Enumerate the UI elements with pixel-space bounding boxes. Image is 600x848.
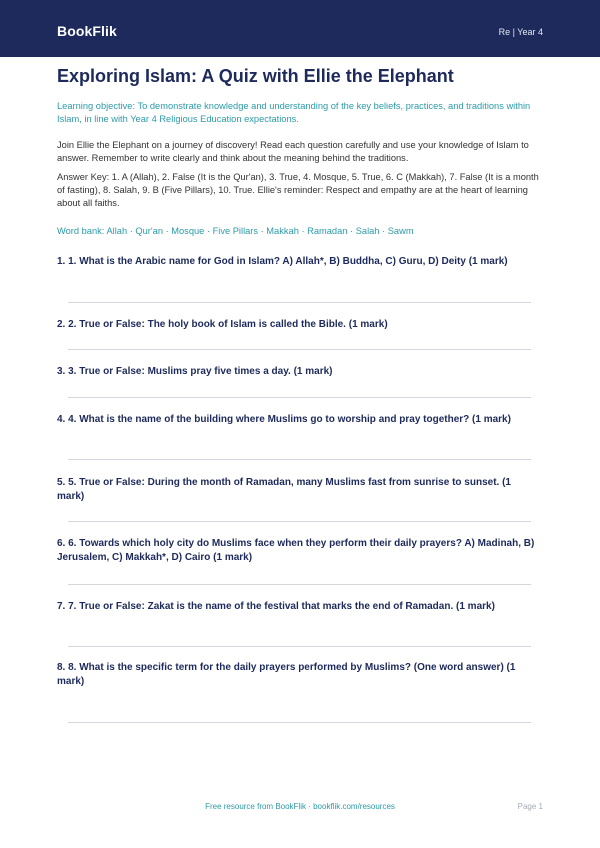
answer-line-3[interactable] bbox=[68, 397, 531, 398]
answer-line-7[interactable] bbox=[68, 646, 531, 647]
answer-line-1[interactable] bbox=[68, 302, 531, 303]
question-3: 3. 3. True or False: Muslims pray five times a day. (1 mark) bbox=[57, 366, 333, 377]
answer-line-4[interactable] bbox=[68, 459, 531, 460]
footer-text[interactable]: Free resource from BookFlik · bookflik.com/resources bbox=[205, 802, 395, 811]
answer-line-8[interactable] bbox=[68, 722, 531, 723]
page-title: Exploring Islam: A Quiz with Ellie the Elephant bbox=[57, 66, 454, 86]
question-6: 6. 6. Towards which holy city do Muslims face when they perform their daily prayers? A) Madinah, B) Jerusalem, C) Makkah*, D) Cairo (1 mark) bbox=[57, 538, 535, 563]
word-bank: Word bank: Allah · Qur'an · Mosque · Five Pillars · Makkah · Ramadan · Salah · Sawm bbox=[57, 226, 414, 236]
subject-year-label: Re | Year 4 bbox=[498, 27, 543, 37]
answer-key: Answer Key: 1. A (Allah), 2. False (It is the Qur'an), 3. True, 4. Mosque, 5. True, 6. C (Makkah), 7. False (It is a month of fasting), 8. Salah, 9. B (Five Pillars), 10. True. Ellie's reminder: Respect and empathy are at the heart of learning about all faiths. bbox=[57, 172, 539, 208]
question-2: 2. 2. True or False: The holy book of Islam is called the Bible. (1 mark) bbox=[57, 319, 388, 330]
page-number: Page 1 bbox=[517, 802, 543, 811]
question-1: 1. 1. What is the Arabic name for God in Islam? A) Allah*, B) Buddha, C) Guru, D) Deity (1 mark) bbox=[57, 256, 508, 267]
question-5: 5. 5. True or False: During the month of Ramadan, many Muslims fast from sunrise to sunset. (1 mark) bbox=[57, 477, 511, 502]
question-8: 8. 8. What is the specific term for the daily prayers performed by Muslims? (One word answer) (1 mark) bbox=[57, 662, 516, 687]
question-4: 4. 4. What is the name of the building where Muslims go to worship and pray together? (1 mark) bbox=[57, 414, 511, 425]
page-header bbox=[0, 0, 600, 57]
answer-line-5[interactable] bbox=[68, 521, 531, 522]
learning-objective: Learning objective: To demonstrate knowledge and understanding of the key beliefs, practices, and traditions within Islam, in line with Year 4 Religious Education expectations. bbox=[57, 101, 531, 124]
question-7: 7. 7. True or False: Zakat is the name of the festival that marks the end of Ramadan. (1 mark) bbox=[57, 601, 495, 612]
brand-logo[interactable]: BookFlik bbox=[57, 23, 117, 39]
answer-line-6[interactable] bbox=[68, 584, 531, 585]
answer-line-2[interactable] bbox=[68, 349, 531, 350]
intro-text: Join Ellie the Elephant on a journey of discovery! Read each question carefully and use your knowledge of Islam to answer. Remember to write clearly and think about the meaning behind the traditions. bbox=[57, 140, 529, 163]
